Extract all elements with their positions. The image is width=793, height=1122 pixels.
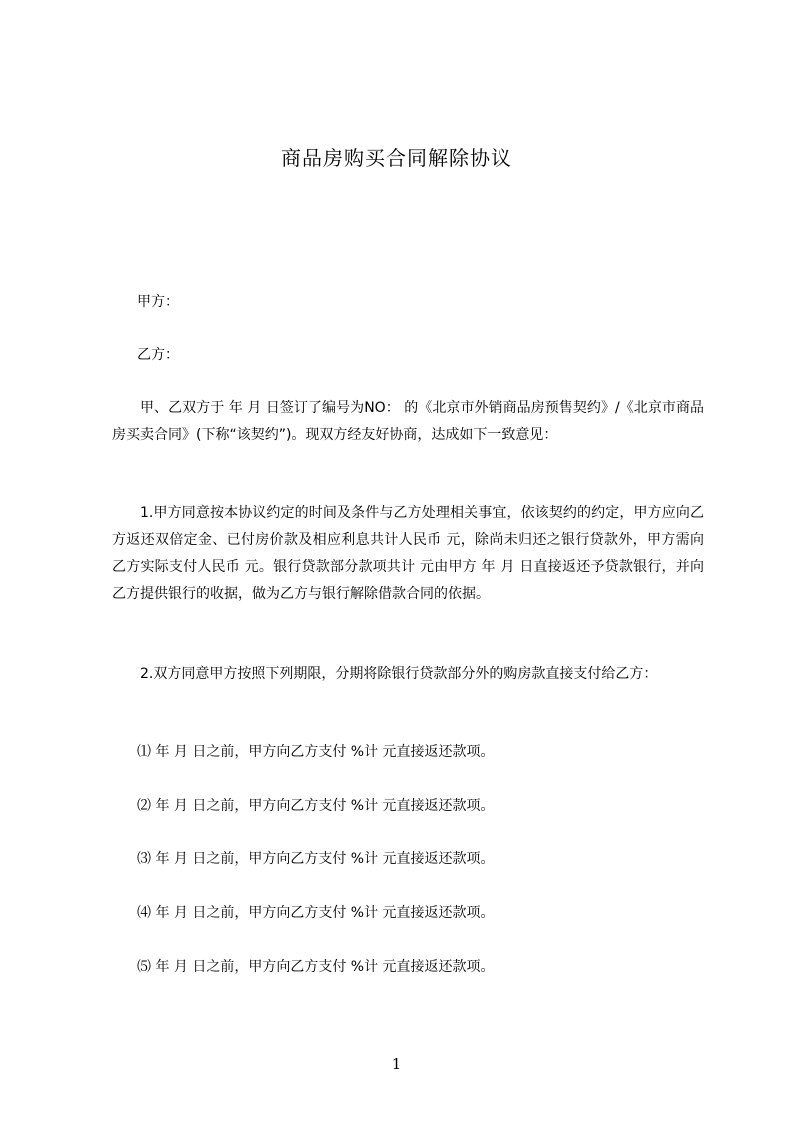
clause-2-paragraph: 2.双方同意甲方按照下列期限，分期将除银行贷款部分外的购房款直接支付给乙方： [140,666,658,682]
installment-item-1: ⑴ 年 月 日之前，甲方向乙方支付 %计 元直接返还款项。 [137,744,495,760]
installment-item-3: ⑶ 年 月 日之前，甲方向乙方支付 %计 元直接返还款项。 [137,851,495,867]
page-number: 1 [391,1055,402,1073]
party-a-line: 甲方： [137,294,179,310]
intro-paragraph: 甲、乙双方于 年 月 日签订了编号为NO： 的《北京市外销商品房预售契约》/《北京市商品房买卖合同》(下称“该契约”)。现双方经友好协商，达成如下一致意见： [112,400,704,443]
party-b-line: 乙方： [137,347,179,363]
document-title: 商品房购买合同解除协议 [281,146,512,170]
clause-1-paragraph: 1.甲方同意按本协议约定的时间及条件与乙方处理相关事宜，依该契约的约定，甲方应向乙方返还双倍定金、已付房价款及相应利息共计人民币 元，除尚未归还之银行贷款外，甲方需向乙方实际支付人民币 元。银行贷款部分款项共计 元由甲方 年 月 日直接返还予贷款银行，并向乙方提供银行的收据，做为乙方与银行解除借款合同的依据。 [112,505,704,602]
installment-item-5: ⑸ 年 月 日之前，甲方向乙方支付 %计 元直接返还款项。 [137,959,495,975]
installment-item-2: ⑵ 年 月 日之前，甲方向乙方支付 %计 元直接返还款项。 [137,798,495,814]
installment-item-4: ⑷ 年 月 日之前，甲方向乙方支付 %计 元直接返还款项。 [137,905,495,921]
